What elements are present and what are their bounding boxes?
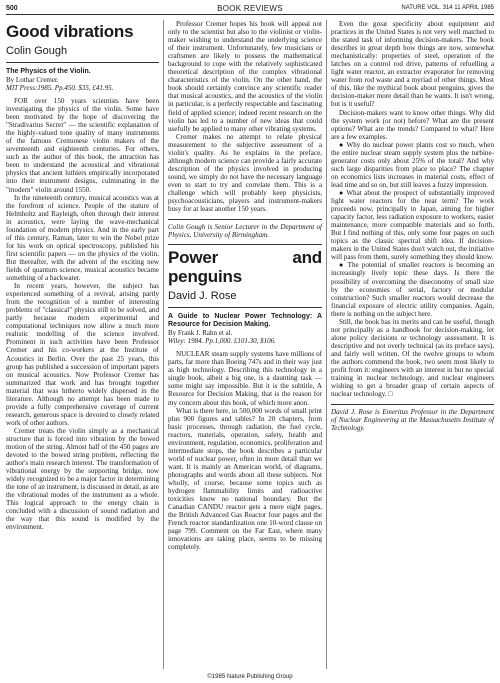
- running-header: [6, 4, 494, 18]
- paragraph: In the nineteenth century, musical acoustics was at the forefront of science. People of the stature of Helmholtz and Rayleigh, often through their interest in acoustics, were laying the wave-mechanical foundation of modern physics. And in the early part of this century, Raman, later to win the Nobel prize for his work on optical spectroscopy, published his first scientific papers — on the physics of the violin. But thereafter, with the advent of the exciting new fields of quantum science, musical acoustics became something of a backwater.: [6, 193, 159, 283]
- book-info: [6, 68, 159, 92]
- section-title: BOOK REVIEWS: [217, 4, 283, 13]
- page-number: 500: [6, 5, 18, 12]
- column-3: [331, 20, 494, 432]
- book-title: The Physics of the Violin.: [6, 68, 91, 75]
- paragraph: FOR over 150 years scientists have been investigating the physics of the violin. Some have been motivated by the hope of discovering the "Stradivarius Secret" — the scientific explanation of the highly-valued tone quality of many instruments of the famous Cremonese violin makers of the seventeenth and eighteenth centuries. For others, such as the author of this book, the attraction has been to understand the acoustical and vibrational physics that ancient luthiers empirically incorporated into their instrument designs, culminating in the "modern" violin around 1550.: [6, 97, 159, 194]
- paragraph: Cremer treats the violin simply as a mechanical structure that is forced into vibration by the bowed motion of the string. Almost half of the 450 pages are devoted to the bowed string problem, reflecting the author's main research interest. The transformation of vibrational energy by the supporting bridge, now widely recognized to be a major factor in determining the tone of an instrument, is discussed in detail, as are the vibrational modes of the instrument as a whole. This logical approach to the energy chain is concluded with a discussion of sound radiation and the way that this sound is modified by the environment.: [6, 426, 159, 532]
- paragraph: ● The potential of smaller reactors is becoming an increasingly lively topic these days. Is there the possibility of overcoming the diseconomy of small size by the economies of serial, factory or modular construction? Such smaller reactors would decrease the financial exposure of electric utility companies. Again, there is nothing on the subject here.: [331, 261, 494, 318]
- paragraph: In recent years, however, the subject has experienced something of a revival, arising partly from the recognition of a number of interesting problems of "classical" physics still to be solved, and partly because modern experimental and computational techniques now allow a much more realistic modelling of the science involved. Prominent in such activities have been Professor Cremer and his co-workers at the Institute of Acoustics in Berlin. Over the past 25 years, this group has published a succession of important papers on musical acoustics. Now Professor Cremer has summarized that work and has brought together material that was hitherto widely dispersed in the literature. Although no attempt has been made to provide a fully comprehensive coverage of current research, generous space is devoted to closely related work of other authors.: [6, 282, 159, 427]
- reviewer-credit: David J. Rose is Emeritus Professor in the Department of Nuclear Engineering at the Massachusetts Institute of Technology.: [331, 404, 494, 432]
- column-divider: [163, 20, 164, 669]
- reviewer-name: Colin Gough: [6, 45, 159, 63]
- header-rule: [6, 14, 494, 15]
- column-1: [6, 20, 159, 532]
- column-divider: [326, 20, 327, 669]
- book-publisher: MIT Press:1985. Pp.450. $35, £41.95.: [6, 84, 114, 92]
- review-title: Power and penguins: [168, 248, 322, 287]
- book-title: A Guide to Nuclear Power Technology: A Resource for Decision Making.: [168, 313, 322, 329]
- paragraph: Cremer makes no attempt to relate physical measurement to the subjective assessment of a violin's quality. As he explains in the preface, although modern science can provide a fairly accurate description of the physics involved in producing sound, we simply do not have the necessary language even to start to try and correlate them. This is a challenge which will probably keep physicists, psychoacousticians, players and instrument-makers busy for at least another 150 years.: [168, 132, 322, 214]
- paragraph: Still, the book has its merits and can be useful, though not principally as a handbook for decision-making, let alone policy decisions or technology assessment. It is descriptive and not overly technical (as its preface says), and fairly well written. Of the twelve groups to whom the authors commend the book, two seem most likely to profit from it: engineers with an interest in but no special training in nuclear technology, and nuclear engineers wishing to get a broader grasp of certain aspects of nuclear technology. □: [331, 317, 494, 399]
- paragraph: What is there here, in 500,000 words of small print plus 900 figures and tables? In 20 chapters, from basic processes, through radiation, the fuel cycle, reactors, materials, operation, safety, health and environment, regulation, economics, proliferation and intermediate stops, the book describes a particular world of nuclear power, often in more detail than we want. It is mainly an American world, of diagrams, photographs and words about all these subjects. Not wholly, of course, because some topics such as hydrogen flammability limits and radioactive toxicities know no national boundary. But the Canadian CANDU reactor gets a mere eight pages, the British Advanced Gas Reactor four pages and the French reactor standardization one 10-word clause on page 799. Comment on the Far East, where many innovations are taking place, seems to be missing completely.: [168, 406, 322, 552]
- paragraph: Professor Cremer hopes his book will appeal not only to the scientist but also to the violinist or violin-maker wishing to understand the underlying science of their instrument. Unfortunately, few musicians or craftsmen are likely to possess the mathematical background to cope with the relatively sophisticated theoretical description of the complex vibrational characteristics of the violin. On the other hand, the book should certainly convince any scientific reader that musical acoustics, and the acoustics of the violin in particular, is a perfectly respectable and fascinating field of applied science; indeed recent research on the violin has led to a number of new ideas that could usefully be applied to many other vibrating systems.: [168, 20, 322, 133]
- book-author: By Lothar Cremer.: [6, 76, 59, 84]
- review-title: Good vibrations: [6, 22, 134, 41]
- book-publisher: Wiley: 1984. Pp.1,000. £101.30, $106.: [168, 337, 276, 346]
- section-rule: [168, 244, 322, 245]
- paragraph: ● Why do nuclear power plants cost so much, when the entire nuclear steam supply system plus the turbine-generator costs only about 25% of the total? And why such large disparities from place to place? The chapter on economics lists increases in material costs, effect of lead time and so on, but still leaves a fuzzy impression.: [331, 140, 494, 189]
- copyright-footer: ©1985 Nature Publishing Group: [207, 674, 293, 680]
- reviewer-credit: Colin Gough is Senior Lecturer in the Department of Physics, University of Birmingham.: [168, 219, 322, 239]
- paragraph: Decision-makers want to know other things. Why did the system work (or not) before? What are the present options? What are the trends? Compared to what? Here are a few examples.: [331, 108, 494, 141]
- reviewer-name: David J. Rose: [168, 290, 322, 308]
- paragraph: NUCLEAR steam supply systems have millions of parts, far more than Boeing 747s and in their way just as high technology. Describing this technology in a single book, albeit a big one, is a daunting task — some might say impossible. But it is the subtitle, A Resource for Decision Making, that is the reason for my concern about this book, of which more anon.: [168, 350, 322, 407]
- journal-line: NATURE VOL. 314 11 APRIL 1985: [401, 5, 494, 11]
- paragraph: Even the great specificity about equipment and practices in the United States is not very well matched to the stated task of informing decision-makers. The book describes in great depth how things are now, somewhat mechanistically: properties of steel, operation of the latches on a control rod drive, patterns of refuelling a light water reactor, an extractor evaporator for removing water from rod waste and a myriad of other things. Most of this, like the mythical book about penguins, gives the decision-maker more detail than he wants. It isn't wrong, but is it useful?: [331, 20, 494, 109]
- column-2: [168, 20, 322, 551]
- book-info: [168, 313, 322, 345]
- book-author: By Frank J. Rahn et al.: [168, 329, 233, 338]
- paragraph: ● What about the prospect of substantially improved light water reactors for the near term? The work proceeds now, principally in Japan, aiming for higher capacity factor, less radiation exposure to workers, easier maintenance, more compatible materials and so forth. But I find nothing of this, only some four pages on such topics as the classic spectral shift idea. If decision-makers in the United States don't watch out, the initiative will pass from them, surely something they should know.: [331, 188, 494, 262]
